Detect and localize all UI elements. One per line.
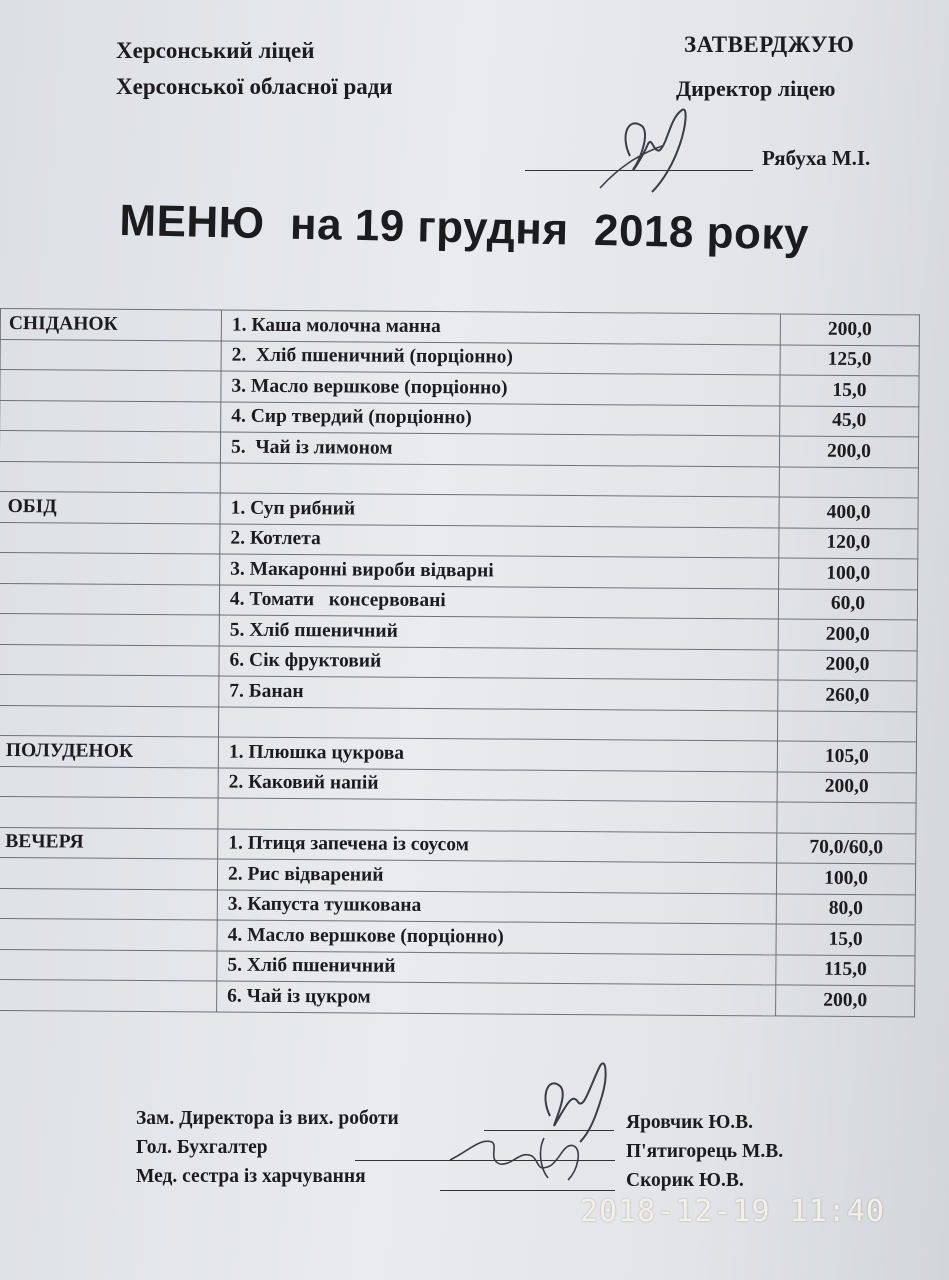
menu-weight-cell: 200,0 <box>777 771 916 802</box>
menu-weight-cell: 115,0 <box>776 954 915 985</box>
menu-weight-cell: 125,0 <box>780 344 919 375</box>
signature-line-3 <box>440 1190 615 1191</box>
menu-dish-cell: 3. Капуста тушкована <box>217 890 776 924</box>
menu-dish-cell: 3. Макаронні вироби відварні <box>220 554 779 588</box>
menu-weight-cell: 100,0 <box>776 863 915 894</box>
menu-category-cell <box>0 979 217 1011</box>
menu-category-cell <box>0 796 218 828</box>
name-nurse: Скорик Ю.В. <box>626 1170 744 1191</box>
menu-weight-cell: 200,0 <box>778 649 917 680</box>
menu-weight-cell: 15,0 <box>776 924 915 955</box>
menu-category-cell <box>0 461 220 493</box>
menu-weight-cell: 200,0 <box>778 619 917 650</box>
approval-heading: ЗАТВЕРДЖУЮ <box>684 32 855 57</box>
menu-dish-cell: 5. Чай із лимоном <box>220 432 779 466</box>
menu-dish-cell: 6. Сік фруктовий <box>219 646 778 680</box>
menu-category-cell <box>0 613 219 645</box>
menu-dish-cell: 6. Чай із цукром <box>217 981 776 1015</box>
director-title: Директор ліцею <box>676 76 836 101</box>
menu-category-cell <box>0 370 221 402</box>
signatures-roles <box>136 1104 399 1191</box>
menu-category-cell <box>0 400 221 432</box>
menu-weight-cell: 200,0 <box>779 436 918 467</box>
menu-dish-cell <box>218 798 777 832</box>
menu-weight-cell: 80,0 <box>776 893 915 924</box>
menu-category-cell <box>0 766 218 798</box>
menu-dish-cell: 2. Рис відварений <box>217 859 776 893</box>
menu-dish-cell: 7. Банан <box>219 676 778 710</box>
menu-dish-cell: 5. Хліб пшеничний <box>217 951 776 985</box>
menu-weight-cell: 200,0 <box>776 985 915 1016</box>
menu-category-cell <box>0 674 219 706</box>
signatures-names <box>626 1108 783 1195</box>
menu-category-cell <box>0 583 220 615</box>
organization-name: Херсонський ліцей <box>116 38 315 63</box>
menu-category-cell <box>0 918 217 950</box>
menu-row <box>0 979 915 1016</box>
menu-dish-cell <box>220 463 779 497</box>
menu-category-cell: СНІДАНОК <box>0 309 221 341</box>
menu-dish-cell: 2. Котлета <box>220 524 779 558</box>
menu-weight-cell <box>779 466 918 497</box>
menu-dish-cell: 1. Птиця запечена із соусом <box>218 829 777 863</box>
menu-dish-cell: 4. Томати консервовані <box>219 585 778 619</box>
menu-table <box>0 308 920 1017</box>
menu-weight-cell: 400,0 <box>779 497 918 528</box>
menu-dish-cell: 2. Каковий напій <box>218 768 777 802</box>
menu-dish-cell: 2. Хліб пшеничний (порціонно) <box>221 341 780 375</box>
menu-weight-cell: 200,0 <box>780 314 919 345</box>
menu-category-cell: ОБІД <box>0 491 220 523</box>
menu-dish-cell: 4. Масло вершкове (порціонно) <box>217 920 776 954</box>
menu-weight-cell: 70,0/60,0 <box>777 832 916 863</box>
role-chief-accountant: Гол. Бухгалтер <box>136 1137 268 1158</box>
role-nurse: Мед. сестра із харчування <box>136 1166 366 1187</box>
menu-weight-cell: 60,0 <box>778 588 917 619</box>
menu-weight-cell <box>777 802 916 833</box>
menu-dish-cell: 5. Хліб пшеничний <box>219 615 778 649</box>
menu-dish-cell: 3. Масло вершкове (порціонно) <box>221 371 780 405</box>
menu-dish-cell <box>219 707 778 741</box>
menu-weight-cell: 120,0 <box>779 527 918 558</box>
menu-weight-cell: 105,0 <box>777 741 916 772</box>
menu-category-cell <box>0 552 220 584</box>
name-chief-accountant: П'ятигорець М.В. <box>626 1141 784 1162</box>
menu-category-cell <box>0 431 221 463</box>
menu-category-cell <box>0 339 221 371</box>
menu-category-cell <box>0 644 219 676</box>
menu-weight-cell: 100,0 <box>779 558 918 589</box>
page-title: МЕНЮ на 19 грудня 2018 року <box>118 196 810 260</box>
menu-dish-cell: 1. Плюшка цукрова <box>218 737 777 771</box>
menu-weight-cell: 260,0 <box>778 680 917 711</box>
menu-category-cell <box>0 857 218 889</box>
photo-timestamp: 2018-12-19 11:40 <box>580 1194 885 1229</box>
menu-weight-cell: 15,0 <box>780 375 919 406</box>
name-deputy-director: Яровчик Ю.В. <box>626 1112 754 1133</box>
accountant-signature <box>440 1120 600 1190</box>
menu-weight-cell: 45,0 <box>780 405 919 436</box>
menu-category-cell <box>0 949 217 981</box>
menu-dish-cell: 1. Каша молочна манна <box>221 310 780 344</box>
organization-block <box>116 30 393 108</box>
menu-category-cell: ПОЛУДЕНОК <box>0 735 219 767</box>
organization-council: Херсонської обласної ради <box>116 74 393 99</box>
menu-dish-cell: 4. Сир твердий (порціонно) <box>221 402 780 436</box>
director-signature <box>590 96 710 196</box>
menu-category-cell: ВЕЧЕРЯ <box>0 827 218 859</box>
director-name: Рябуха М.І. <box>762 146 871 170</box>
menu-category-cell <box>0 705 219 737</box>
menu-dish-cell: 1. Суп рибний <box>220 493 779 527</box>
menu-category-cell <box>0 522 220 554</box>
menu-weight-cell <box>777 710 916 741</box>
role-deputy-director: Зам. Директора із вих. роботи <box>136 1108 399 1129</box>
menu-category-cell <box>0 888 217 920</box>
